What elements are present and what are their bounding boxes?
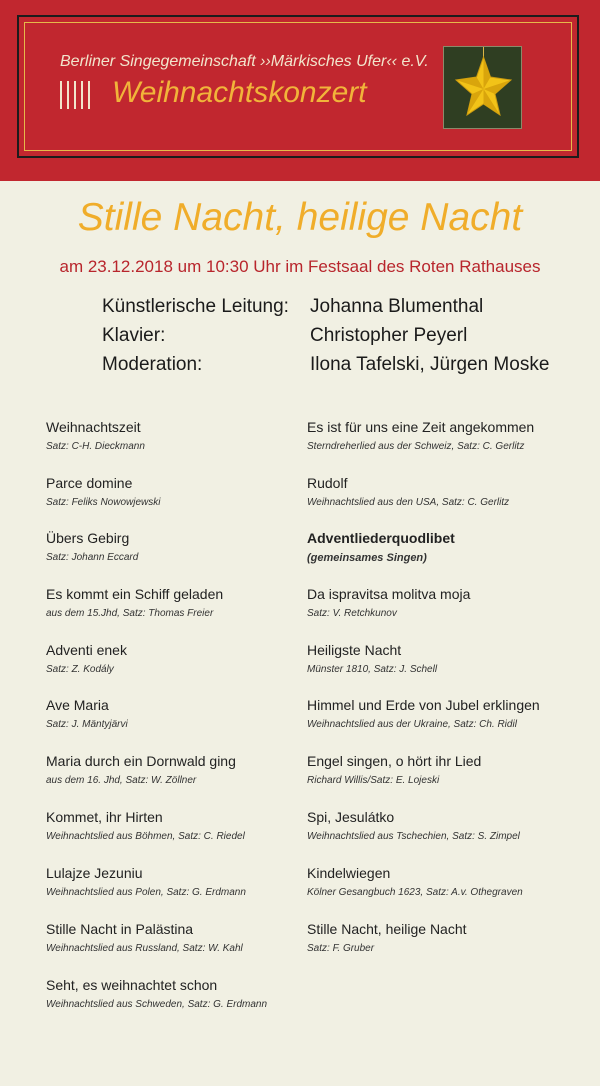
song-arrangement: aus dem 15.Jhd, Satz: Thomas Freier: [46, 608, 214, 619]
program-item: [46, 977, 267, 1010]
song-title: Kindelwiegen: [307, 865, 391, 881]
song-title: Ave Maria: [46, 697, 109, 713]
song-title: Heiligste Nacht: [307, 642, 402, 658]
program-item: [307, 809, 520, 842]
program-item: [46, 697, 128, 730]
program-item: [46, 921, 243, 954]
song-arrangement: Kölner Gesangbuch 1623, Satz: A.v. Othegraven: [307, 887, 523, 898]
song-arrangement: Satz: Johann Eccard: [46, 552, 139, 563]
song-arrangement: Weihnachtslied aus Böhmen, Satz: C. Riedel: [46, 831, 245, 842]
song-arrangement: Satz: V. Retchkunov: [307, 608, 397, 619]
song-arrangement: Satz: J. Mäntyjärvi: [46, 719, 128, 730]
song-title: Kommet, ihr Hirten: [46, 809, 163, 825]
song-arrangement: Weihnachtslied aus Schweden, Satz: G. Erdmann: [46, 999, 268, 1010]
program-item: [307, 419, 534, 452]
song-title: Übers Gebirg: [46, 530, 130, 546]
credit-name: Ilona Tafelski, Jürgen Moske: [310, 354, 550, 375]
organ-pipes-icon: [60, 81, 100, 109]
song-arrangement: Richard Willis/Satz: E. Lojeski: [307, 775, 440, 786]
star-icon: [444, 47, 523, 130]
organization-name: Berliner Singegemeinschaft ››Märkisches Ufer‹‹ e.V.: [60, 53, 429, 70]
program-item: [46, 475, 160, 508]
song-arrangement: Weihnachtslied aus der Ukraine, Satz: Ch. Ridil: [307, 719, 517, 730]
song-title: Lulajze Jezuniu: [46, 865, 143, 881]
song-title: Himmel und Erde von Jubel erklingen: [307, 697, 540, 713]
program-item: [307, 753, 481, 786]
song-arrangement: Sterndreherlied aus der Schweiz, Satz: C. Gerlitz: [307, 441, 525, 452]
program-item: [307, 475, 509, 508]
song-arrangement: aus dem 16. Jhd, Satz: W. Zöllner: [46, 775, 197, 786]
program-item: [307, 697, 540, 730]
song-title: Es kommt ein Schiff geladen: [46, 586, 224, 602]
song-arrangement: Münster 1810, Satz: J. Schell: [307, 664, 438, 675]
program-item: [46, 419, 145, 452]
song-arrangement: Satz: Feliks Nowowjewski: [46, 497, 161, 508]
program-item: [307, 642, 437, 675]
song-title: Engel singen, o hört ihr Lied: [307, 753, 482, 769]
song-title: Maria durch ein Dornwald ging: [46, 753, 236, 769]
program-item: [307, 586, 470, 619]
song-arrangement: Satz: Z. Kodály: [46, 664, 114, 675]
song-title: Stille Nacht, heilige Nacht: [307, 921, 467, 937]
song-title: Adventi enek: [46, 642, 127, 658]
song-title: Weihnachtszeit: [46, 419, 141, 435]
credit-name: Johanna Blumenthal: [310, 296, 484, 317]
song-arrangement: Weihnachtslied aus Polen, Satz: G. Erdmann: [46, 887, 246, 898]
credit-role: Klavier:: [102, 325, 166, 346]
song-title: Spi, Jesulátko: [307, 809, 395, 825]
program-item: [46, 809, 245, 842]
program-item: [46, 530, 138, 563]
song-title: Seht, es weihnachtet schon: [46, 977, 218, 993]
program-item: [307, 865, 523, 898]
program-item: [46, 586, 223, 619]
song-title: Es ist für uns eine Zeit angekommen: [307, 419, 535, 435]
song-arrangement: Weihnachtslied aus Tschechien, Satz: S. Zimpel: [307, 831, 520, 842]
song-title: Da ispravitsa molitva moja: [307, 586, 471, 602]
song-arrangement: Satz: C-H. Dieckmann: [46, 441, 145, 452]
credit-role: Künstlerische Leitung:: [102, 296, 289, 317]
program-item: [307, 921, 467, 954]
credit-role: Moderation:: [102, 354, 203, 375]
star-emblem: [443, 46, 522, 129]
concert-title: Stille Nacht, heilige Nacht: [77, 196, 523, 239]
program-item: [46, 642, 127, 675]
program-item-singalong: [307, 530, 455, 564]
song-title: Rudolf: [307, 475, 348, 491]
credit-name: Christopher Peyerl: [310, 325, 468, 346]
header-banner: [0, 0, 600, 181]
program-item: [46, 753, 236, 786]
concert-date-venue: am 23.12.2018 um 10:30 Uhr im Festsaal des Roten Rathauses: [59, 257, 541, 276]
song-arrangement: Weihnachtslied aus den USA, Satz: C. Gerlitz: [307, 497, 510, 508]
song-arrangement: Satz: F. Gruber: [307, 943, 375, 954]
program-item: [46, 865, 246, 898]
concert-label: Weihnachtskonzert: [112, 76, 367, 109]
song-title: Parce domine: [46, 475, 133, 491]
song-arrangement: (gemeinsames Singen): [307, 552, 427, 564]
song-title: Stille Nacht in Palästina: [46, 921, 194, 937]
song-arrangement: Weihnachtslied aus Russland, Satz: W. Kahl: [46, 943, 243, 954]
song-title: Adventliederquodlibet: [307, 530, 455, 546]
